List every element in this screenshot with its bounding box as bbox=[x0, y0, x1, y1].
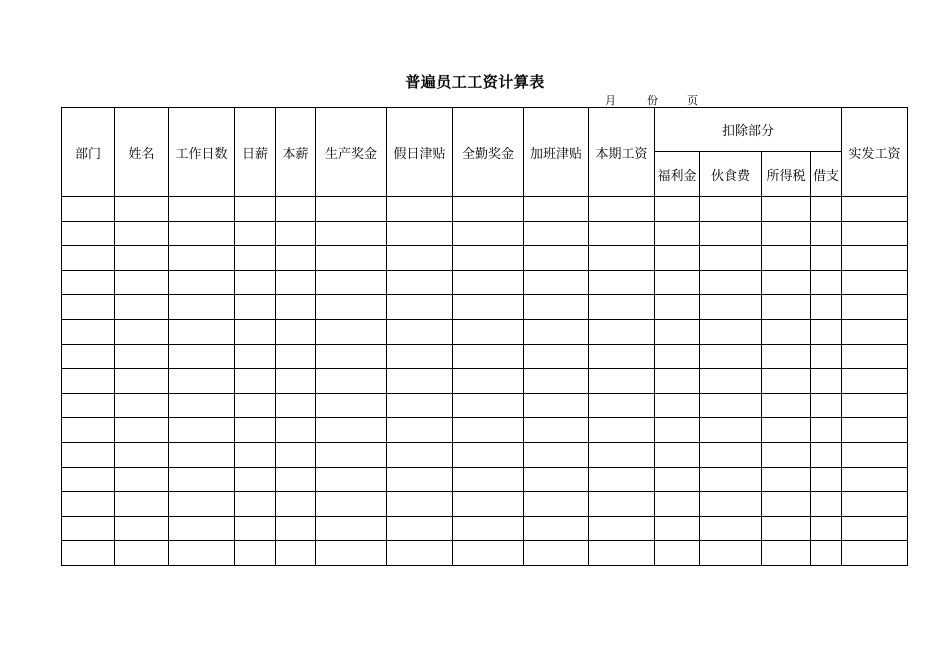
header-loan: 借支 bbox=[811, 152, 842, 197]
table-cell[interactable] bbox=[524, 418, 589, 443]
header-work-days: 工作日数 bbox=[169, 108, 235, 197]
table-cell[interactable] bbox=[276, 221, 316, 246]
table-cell[interactable] bbox=[62, 516, 115, 541]
table-row bbox=[62, 319, 908, 344]
table-cell[interactable] bbox=[316, 467, 387, 492]
header-meal-fee: 伙食费 bbox=[700, 152, 762, 197]
table-cell[interactable] bbox=[762, 393, 811, 418]
table-cell[interactable] bbox=[524, 270, 589, 295]
table-cell[interactable] bbox=[387, 221, 453, 246]
table-cell[interactable] bbox=[169, 516, 235, 541]
table-cell[interactable] bbox=[387, 467, 453, 492]
header-current-salary: 本期工资 bbox=[589, 108, 655, 197]
table-row bbox=[62, 270, 908, 295]
table-cell[interactable] bbox=[387, 393, 453, 418]
table-cell[interactable] bbox=[316, 197, 387, 222]
header-base-salary: 本薪 bbox=[276, 108, 316, 197]
table-cell[interactable] bbox=[700, 246, 762, 271]
table-cell[interactable] bbox=[762, 270, 811, 295]
table-cell[interactable] bbox=[842, 393, 908, 418]
table-cell[interactable] bbox=[655, 393, 700, 418]
month-label: 月 bbox=[605, 94, 616, 107]
table-cell[interactable] bbox=[524, 221, 589, 246]
table-cell[interactable] bbox=[115, 270, 169, 295]
table-cell[interactable] bbox=[235, 467, 276, 492]
table-cell[interactable] bbox=[276, 319, 316, 344]
table-cell[interactable] bbox=[387, 344, 453, 369]
table-cell[interactable] bbox=[762, 295, 811, 320]
table-cell[interactable] bbox=[811, 541, 842, 566]
table-row bbox=[62, 197, 908, 222]
table-cell[interactable] bbox=[700, 516, 762, 541]
table-cell[interactable] bbox=[589, 270, 655, 295]
table-cell[interactable] bbox=[235, 270, 276, 295]
table-cell[interactable] bbox=[387, 516, 453, 541]
header-daily-wage: 日薪 bbox=[235, 108, 276, 197]
table-row bbox=[62, 492, 908, 517]
table-row bbox=[62, 246, 908, 271]
table-cell[interactable] bbox=[700, 393, 762, 418]
table-cell[interactable] bbox=[387, 197, 453, 222]
table-cell[interactable] bbox=[62, 541, 115, 566]
table-cell[interactable] bbox=[700, 541, 762, 566]
table-cell[interactable] bbox=[115, 418, 169, 443]
table-cell[interactable] bbox=[762, 442, 811, 467]
table-cell[interactable] bbox=[700, 197, 762, 222]
table-cell[interactable] bbox=[169, 197, 235, 222]
table-cell[interactable] bbox=[762, 369, 811, 394]
table-cell[interactable] bbox=[524, 393, 589, 418]
table-cell[interactable] bbox=[276, 270, 316, 295]
table-cell[interactable] bbox=[842, 369, 908, 394]
table-cell[interactable] bbox=[316, 344, 387, 369]
table-cell[interactable] bbox=[655, 221, 700, 246]
table-cell[interactable] bbox=[811, 442, 842, 467]
table-cell[interactable] bbox=[453, 270, 524, 295]
table-cell[interactable] bbox=[762, 197, 811, 222]
table-cell[interactable] bbox=[655, 197, 700, 222]
table-cell[interactable] bbox=[700, 418, 762, 443]
table-cell[interactable] bbox=[387, 418, 453, 443]
table-row bbox=[62, 467, 908, 492]
table-cell[interactable] bbox=[316, 393, 387, 418]
table-cell[interactable] bbox=[235, 295, 276, 320]
table-cell[interactable] bbox=[62, 369, 115, 394]
table-cell[interactable] bbox=[762, 319, 811, 344]
table-cell[interactable] bbox=[655, 295, 700, 320]
table-cell[interactable] bbox=[655, 246, 700, 271]
table-cell[interactable] bbox=[453, 442, 524, 467]
table-cell[interactable] bbox=[811, 369, 842, 394]
table-row bbox=[62, 393, 908, 418]
header-deductions: 扣除部分 bbox=[655, 108, 842, 152]
table-cell[interactable] bbox=[589, 221, 655, 246]
table-cell[interactable] bbox=[762, 516, 811, 541]
table-cell[interactable] bbox=[453, 344, 524, 369]
table-cell[interactable] bbox=[842, 295, 908, 320]
header-name: 姓名 bbox=[115, 108, 169, 197]
table-cell[interactable] bbox=[316, 442, 387, 467]
table-cell[interactable] bbox=[235, 541, 276, 566]
table-cell[interactable] bbox=[842, 344, 908, 369]
table-cell[interactable] bbox=[524, 197, 589, 222]
table-cell[interactable] bbox=[589, 516, 655, 541]
table-row bbox=[62, 344, 908, 369]
table-cell[interactable] bbox=[316, 270, 387, 295]
table-cell[interactable] bbox=[387, 442, 453, 467]
table-cell[interactable] bbox=[316, 319, 387, 344]
table-cell[interactable] bbox=[811, 197, 842, 222]
table-cell[interactable] bbox=[524, 319, 589, 344]
table-cell[interactable] bbox=[655, 467, 700, 492]
table-cell[interactable] bbox=[589, 467, 655, 492]
header-net-salary: 实发工资 bbox=[842, 108, 908, 197]
table-cell[interactable] bbox=[700, 369, 762, 394]
table-cell[interactable] bbox=[655, 369, 700, 394]
salary-table bbox=[61, 107, 908, 566]
table-cell[interactable] bbox=[62, 319, 115, 344]
table-cell[interactable] bbox=[524, 246, 589, 271]
table-cell[interactable] bbox=[115, 516, 169, 541]
table-cell[interactable] bbox=[453, 492, 524, 517]
header-welfare: 福利金 bbox=[655, 152, 700, 197]
table-cell[interactable] bbox=[387, 270, 453, 295]
table-cell[interactable] bbox=[700, 442, 762, 467]
table-cell[interactable] bbox=[842, 467, 908, 492]
table-cell[interactable] bbox=[235, 221, 276, 246]
table-cell[interactable] bbox=[316, 246, 387, 271]
table-cell[interactable] bbox=[700, 467, 762, 492]
table-cell[interactable] bbox=[276, 295, 316, 320]
table-cell[interactable] bbox=[762, 467, 811, 492]
header-attendance-bonus: 全勤奖金 bbox=[453, 108, 524, 197]
table-cell[interactable] bbox=[453, 541, 524, 566]
header-production-bonus: 生产奖金 bbox=[316, 108, 387, 197]
table-cell[interactable] bbox=[524, 541, 589, 566]
table-cell[interactable] bbox=[811, 467, 842, 492]
table-cell[interactable] bbox=[276, 393, 316, 418]
table-cell[interactable] bbox=[700, 492, 762, 517]
table-row bbox=[62, 295, 908, 320]
table-cell[interactable] bbox=[842, 418, 908, 443]
table-cell[interactable] bbox=[655, 344, 700, 369]
table-cell[interactable] bbox=[524, 369, 589, 394]
table-cell[interactable] bbox=[169, 344, 235, 369]
table-cell[interactable] bbox=[655, 418, 700, 443]
table-cell[interactable] bbox=[316, 516, 387, 541]
table-cell[interactable] bbox=[842, 319, 908, 344]
table-cell[interactable] bbox=[811, 492, 842, 517]
table-cell[interactable] bbox=[62, 270, 115, 295]
table-cell[interactable] bbox=[276, 442, 316, 467]
document-title: 普遍员工工资计算表 bbox=[405, 73, 545, 91]
table-cell[interactable] bbox=[589, 344, 655, 369]
table-cell[interactable] bbox=[453, 418, 524, 443]
table-cell[interactable] bbox=[115, 246, 169, 271]
table-cell[interactable] bbox=[235, 344, 276, 369]
table-cell[interactable] bbox=[524, 467, 589, 492]
table-cell[interactable] bbox=[115, 197, 169, 222]
table-cell[interactable] bbox=[453, 246, 524, 271]
table-cell[interactable] bbox=[169, 467, 235, 492]
table-cell[interactable] bbox=[655, 492, 700, 517]
table-cell[interactable] bbox=[169, 541, 235, 566]
table-cell[interactable] bbox=[655, 442, 700, 467]
table-cell[interactable] bbox=[235, 369, 276, 394]
table-cell[interactable] bbox=[387, 369, 453, 394]
table-cell[interactable] bbox=[655, 516, 700, 541]
table-cell[interactable] bbox=[276, 246, 316, 271]
table-cell[interactable] bbox=[62, 344, 115, 369]
table-cell[interactable] bbox=[62, 442, 115, 467]
table-cell[interactable] bbox=[62, 197, 115, 222]
table-cell[interactable] bbox=[842, 516, 908, 541]
table-cell[interactable] bbox=[115, 442, 169, 467]
table-cell[interactable] bbox=[235, 246, 276, 271]
table-cell[interactable] bbox=[700, 295, 762, 320]
table-cell[interactable] bbox=[62, 492, 115, 517]
table-cell[interactable] bbox=[589, 369, 655, 394]
table-cell[interactable] bbox=[235, 393, 276, 418]
table-cell[interactable] bbox=[524, 295, 589, 320]
table-cell[interactable] bbox=[276, 516, 316, 541]
table-cell[interactable] bbox=[169, 492, 235, 517]
table-cell[interactable] bbox=[169, 246, 235, 271]
table-cell[interactable] bbox=[387, 246, 453, 271]
table-row bbox=[62, 221, 908, 246]
page-label: 页 bbox=[687, 94, 698, 107]
table-cell[interactable] bbox=[589, 492, 655, 517]
table-row bbox=[62, 442, 908, 467]
table-cell[interactable] bbox=[453, 295, 524, 320]
table-cell[interactable] bbox=[811, 344, 842, 369]
table-cell[interactable] bbox=[700, 344, 762, 369]
table-cell[interactable] bbox=[169, 418, 235, 443]
table-cell[interactable] bbox=[387, 541, 453, 566]
table-cell[interactable] bbox=[811, 393, 842, 418]
table-cell[interactable] bbox=[762, 418, 811, 443]
table-cell[interactable] bbox=[762, 492, 811, 517]
table-cell[interactable] bbox=[62, 418, 115, 443]
table-row bbox=[62, 516, 908, 541]
table-cell[interactable] bbox=[811, 418, 842, 443]
table-cell[interactable] bbox=[655, 270, 700, 295]
table-cell[interactable] bbox=[235, 418, 276, 443]
table-cell[interactable] bbox=[276, 197, 316, 222]
table-cell[interactable] bbox=[387, 319, 453, 344]
table-cell[interactable] bbox=[115, 492, 169, 517]
table-row bbox=[62, 541, 908, 566]
table-cell[interactable] bbox=[235, 319, 276, 344]
table-cell[interactable] bbox=[276, 369, 316, 394]
table-cell[interactable] bbox=[235, 492, 276, 517]
table-cell[interactable] bbox=[842, 492, 908, 517]
table-cell[interactable] bbox=[811, 295, 842, 320]
table-cell[interactable] bbox=[762, 221, 811, 246]
table-cell[interactable] bbox=[453, 516, 524, 541]
table-cell[interactable] bbox=[115, 369, 169, 394]
table-cell[interactable] bbox=[235, 516, 276, 541]
table-cell[interactable] bbox=[700, 221, 762, 246]
table-cell[interactable] bbox=[62, 467, 115, 492]
table-cell[interactable] bbox=[842, 246, 908, 271]
table-cell[interactable] bbox=[115, 221, 169, 246]
header-holiday-allowance: 假日津贴 bbox=[387, 108, 453, 197]
table-cell[interactable] bbox=[811, 221, 842, 246]
table-cell[interactable] bbox=[589, 393, 655, 418]
table-cell[interactable] bbox=[589, 246, 655, 271]
header-income-tax: 所得税 bbox=[762, 152, 811, 197]
table-cell[interactable] bbox=[524, 442, 589, 467]
table-cell[interactable] bbox=[524, 344, 589, 369]
table-cell[interactable] bbox=[115, 295, 169, 320]
table-cell[interactable] bbox=[62, 295, 115, 320]
table-cell[interactable] bbox=[316, 369, 387, 394]
table-cell[interactable] bbox=[169, 393, 235, 418]
table-cell[interactable] bbox=[115, 319, 169, 344]
table-cell[interactable] bbox=[842, 442, 908, 467]
table-cell[interactable] bbox=[453, 197, 524, 222]
table-cell[interactable] bbox=[235, 442, 276, 467]
table-cell[interactable] bbox=[169, 369, 235, 394]
table-cell[interactable] bbox=[115, 344, 169, 369]
table-cell[interactable] bbox=[453, 393, 524, 418]
table-cell[interactable] bbox=[524, 492, 589, 517]
table-cell[interactable] bbox=[276, 418, 316, 443]
table-cell[interactable] bbox=[842, 541, 908, 566]
header-overtime-allowance: 加班津贴 bbox=[524, 108, 589, 197]
table-cell[interactable] bbox=[115, 541, 169, 566]
table-cell[interactable] bbox=[276, 467, 316, 492]
table-cell[interactable] bbox=[316, 492, 387, 517]
table-cell[interactable] bbox=[115, 467, 169, 492]
table-cell[interactable] bbox=[115, 393, 169, 418]
table-cell[interactable] bbox=[62, 393, 115, 418]
table-cell[interactable] bbox=[316, 541, 387, 566]
table-cell[interactable] bbox=[811, 246, 842, 271]
table-cell[interactable] bbox=[700, 270, 762, 295]
table-cell[interactable] bbox=[62, 246, 115, 271]
table-cell[interactable] bbox=[842, 197, 908, 222]
table-cell[interactable] bbox=[655, 319, 700, 344]
table-cell[interactable] bbox=[842, 270, 908, 295]
table-cell[interactable] bbox=[842, 221, 908, 246]
table-cell[interactable] bbox=[453, 467, 524, 492]
table-cell[interactable] bbox=[700, 319, 762, 344]
table-cell[interactable] bbox=[316, 418, 387, 443]
table-row bbox=[62, 369, 908, 394]
table-cell[interactable] bbox=[62, 221, 115, 246]
table-cell[interactable] bbox=[316, 221, 387, 246]
table-cell[interactable] bbox=[762, 541, 811, 566]
table-row bbox=[62, 418, 908, 443]
table-cell[interactable] bbox=[169, 270, 235, 295]
table-cell[interactable] bbox=[387, 492, 453, 517]
table-cell[interactable] bbox=[235, 197, 276, 222]
table-cell[interactable] bbox=[655, 541, 700, 566]
part-label: 份 bbox=[647, 94, 658, 107]
table-cell[interactable] bbox=[276, 541, 316, 566]
table-cell[interactable] bbox=[387, 295, 453, 320]
table-cell[interactable] bbox=[762, 344, 811, 369]
table-cell[interactable] bbox=[589, 319, 655, 344]
table-cell[interactable] bbox=[169, 221, 235, 246]
table-cell[interactable] bbox=[276, 492, 316, 517]
table-cell[interactable] bbox=[589, 442, 655, 467]
table-cell[interactable] bbox=[762, 246, 811, 271]
table-cell[interactable] bbox=[589, 295, 655, 320]
table-cell[interactable] bbox=[589, 418, 655, 443]
table-cell[interactable] bbox=[169, 295, 235, 320]
header-row-top bbox=[62, 108, 908, 152]
table-cell[interactable] bbox=[811, 319, 842, 344]
table-cell[interactable] bbox=[811, 270, 842, 295]
table-cell[interactable] bbox=[453, 319, 524, 344]
header-department: 部门 bbox=[62, 108, 115, 197]
table-cell[interactable] bbox=[453, 221, 524, 246]
table-cell[interactable] bbox=[524, 516, 589, 541]
table-cell[interactable] bbox=[276, 344, 316, 369]
table-cell[interactable] bbox=[589, 197, 655, 222]
table-cell[interactable] bbox=[811, 516, 842, 541]
table-cell[interactable] bbox=[316, 295, 387, 320]
table-cell[interactable] bbox=[169, 319, 235, 344]
table-cell[interactable] bbox=[169, 442, 235, 467]
table-cell[interactable] bbox=[589, 541, 655, 566]
table-cell[interactable] bbox=[453, 369, 524, 394]
